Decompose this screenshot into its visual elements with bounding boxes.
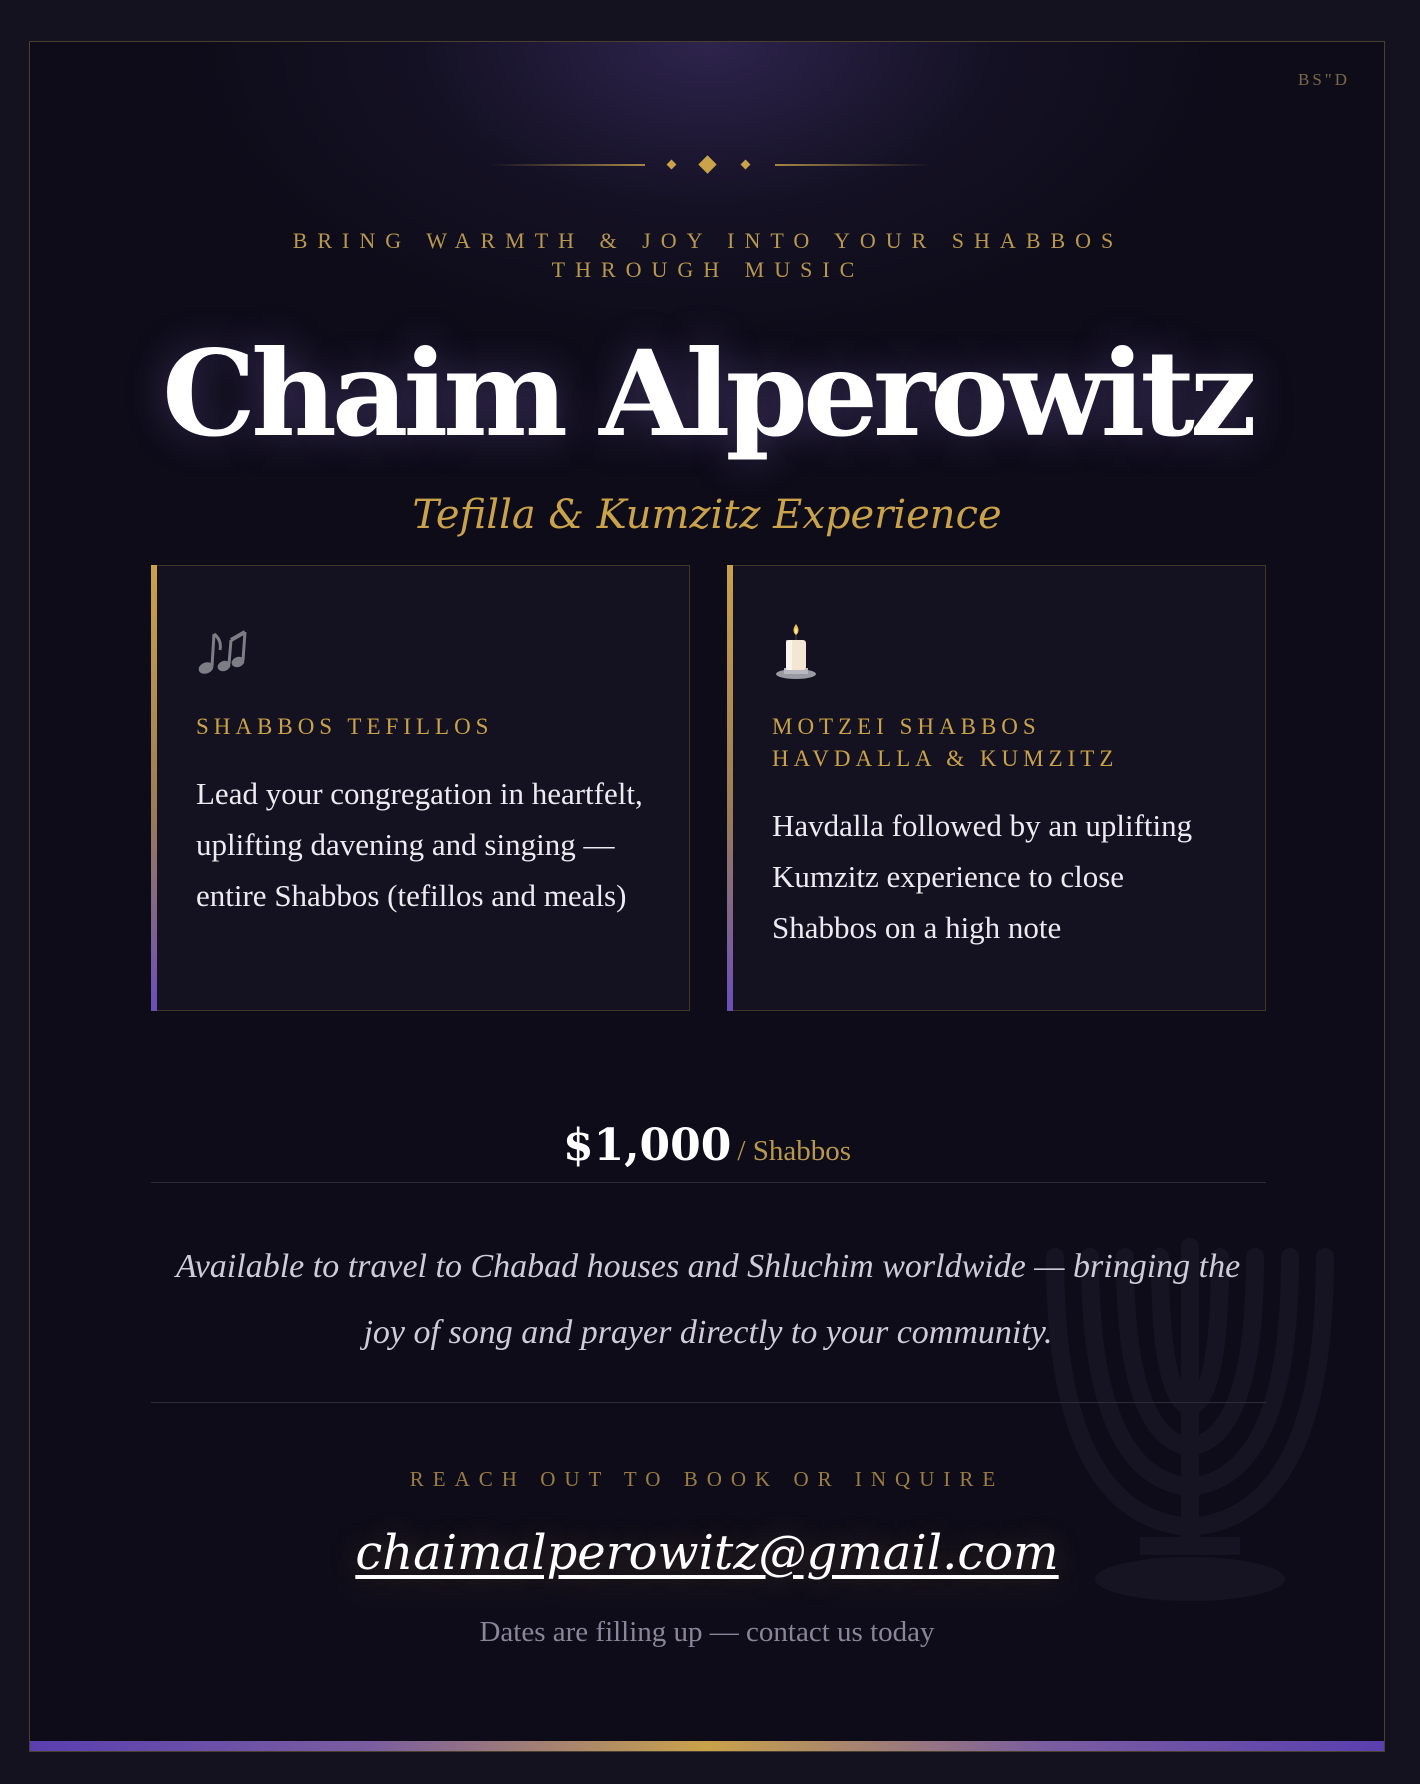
divider	[151, 1402, 1266, 1403]
card-label-line-1: MOTZEI SHABBOS	[772, 714, 1041, 739]
card-description: Lead your congregation in heartfelt, uplifting davening and singing — entire Shabbos (tefillos and meals)	[196, 776, 643, 913]
card-description: Havdalla followed by an uplifting Kumzitz experience to close Shabbos on a high note	[772, 808, 1193, 945]
diamond-ornament-icon	[30, 150, 1384, 180]
contact-heading: REACH OUT TO BOOK OR INQUIRE	[409, 1467, 1005, 1491]
tagline	[230, 226, 1186, 284]
card-label	[772, 711, 1235, 775]
divider	[151, 1182, 1266, 1183]
tagline-line-2: THROUGH MUSIC	[551, 257, 865, 282]
price-amount: $1,000	[563, 1120, 732, 1171]
accent-bar	[30, 1741, 1384, 1751]
subtitle: Tefilla & Kumzitz Experience	[412, 492, 1002, 538]
tagline-line-1: BRING WARMTH & JOY INTO YOUR SHABBOS	[292, 228, 1124, 253]
service-card-shabbos-tefillos	[151, 565, 690, 1011]
email-link[interactable]: chaimalperowitz@gmail.com	[355, 1525, 1059, 1581]
service-card-motzei-shabbos	[727, 565, 1266, 1011]
candle-icon	[770, 622, 830, 682]
availability-note: Dates are filling up — contact us today	[479, 1616, 935, 1648]
performer-name: Chaim Alperowitz	[162, 324, 1252, 463]
price	[30, 1116, 1384, 1185]
bsd-mark: BS"D	[1297, 70, 1350, 89]
travel-statement: Available to travel to Chabad houses and Shluchim worldwide — bringing the joy of song and prayer directly to your community.	[175, 1248, 1241, 1351]
email-container	[30, 1520, 1384, 1597]
music-notes-icon	[194, 622, 254, 682]
flyer-frame	[29, 41, 1385, 1752]
card-label-line-2: HAVDALLA & KUMZITZ	[772, 746, 1119, 771]
card-label: SHABBOS TEFILLOS	[196, 714, 494, 739]
price-unit: / Shabbos	[737, 1135, 851, 1167]
